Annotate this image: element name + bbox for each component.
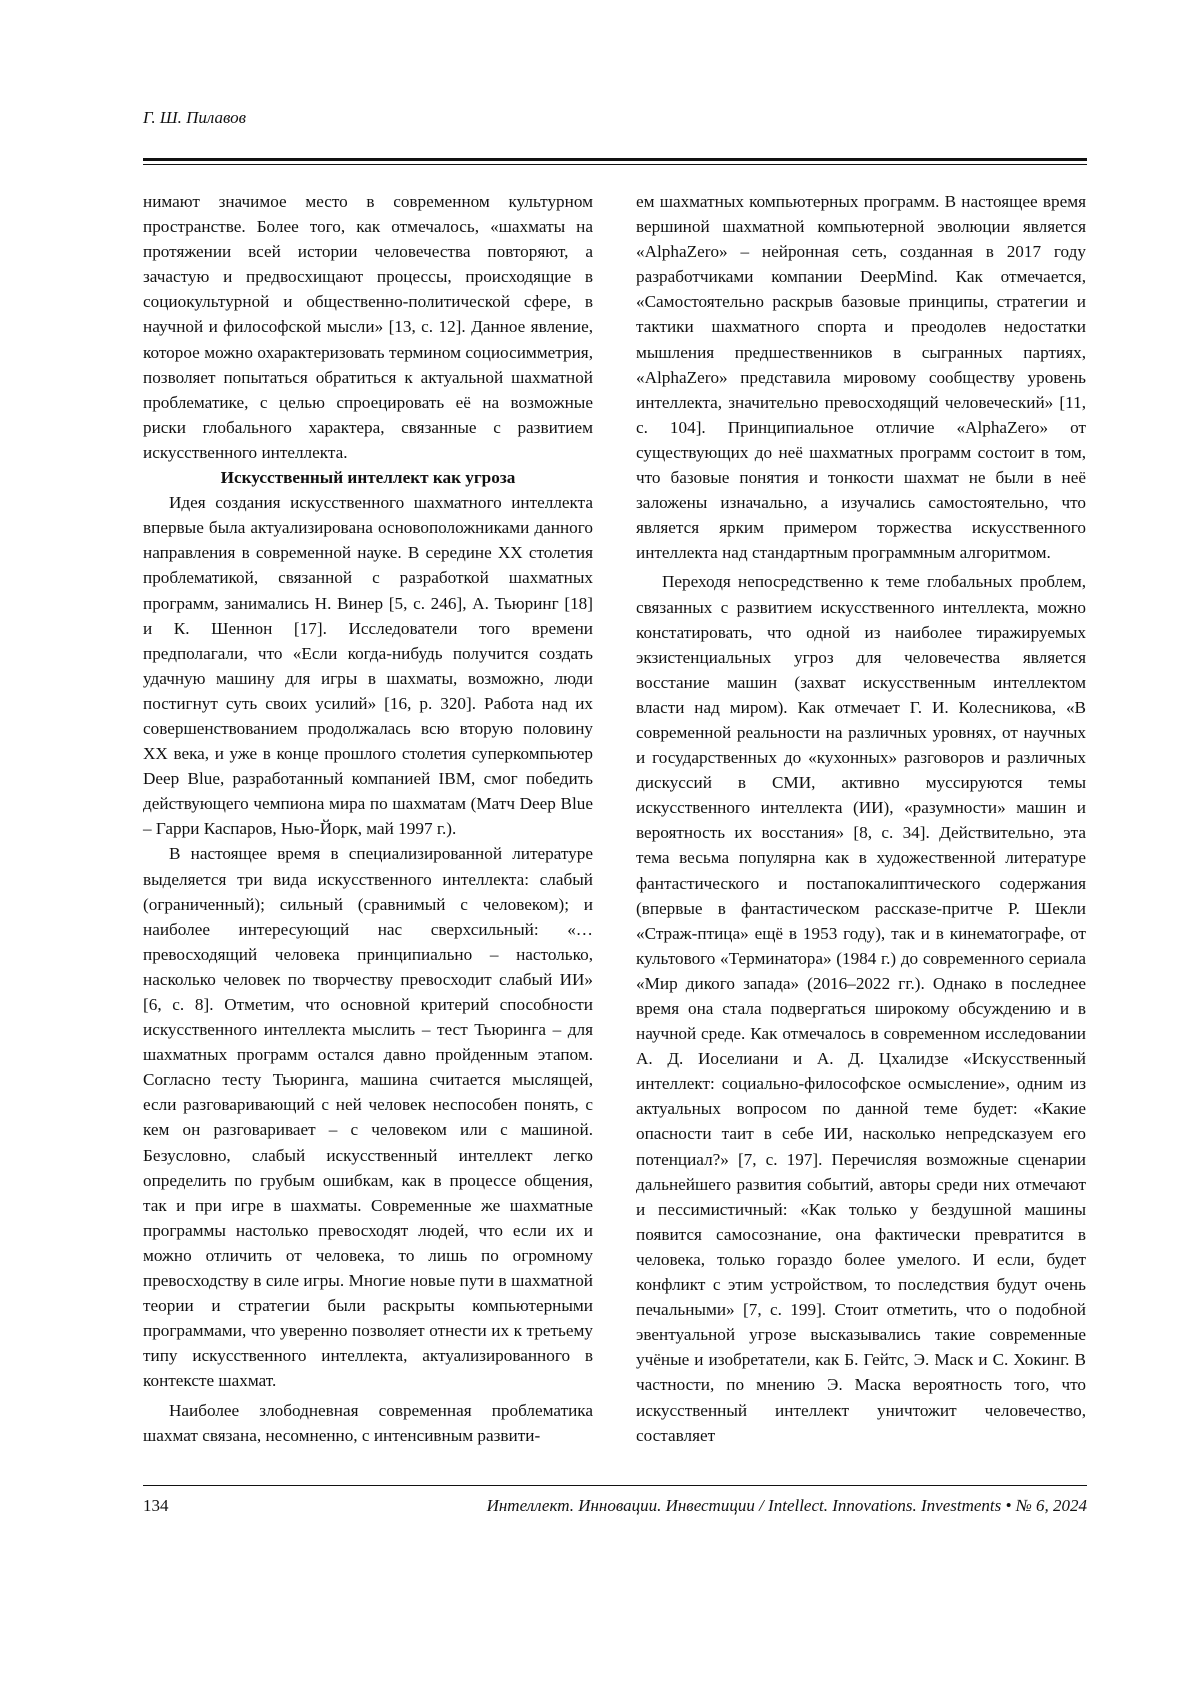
header-rule-thick [143,158,1087,161]
right-paragraph-2: Переходя непосредственно к теме глобальных проблем, связанных с развитием искусственного интеллекта, можно констатировать, что одной из наиболее тиражируемых экзистенциальных угроз для человечества является восстание машин (захват искусственным интеллектом власти над миром). Как отмечает Г. И. Колесникова, «В современной реальности на различных уровнях, от научных и государственных до «кухонных» разговоров и различных дискуссий в СМИ, активно муссируются темы искусственного интеллекта (ИИ), «разумности» машин и вероятность их восстания» [8, с. 34]. Действительно, эта тема весьма популярна как в художественной литературе фантастического и постапокалиптического содержания (впервые в фантастическом рассказе-притче Р. Шекли «Страж-птица» ещё в 1953 году), так и в кинематографе, от культового «Терминатора» (1984 г.) до современного сериала «Мир дикого запада» (2016–2022 гг.). Однако в последнее время она стала подвергаться широкому обсуждению и в научной среде. Как отмечалось в современном исследовании А. Д. Иосeлиани и А. Д. Цхалидзе «Искусственный интеллект: социально-философское осмысление», одним из актуальных вопросом по данной теме будет: «Какие опасности таит в себе ИИ, насколько непредсказуем его потенциал?» [7, с. 197]. Перечисляя возможные сценарии дальнейшего развития событий, авторы среди них отмечают и пессимистичный: «Как только у бездушной машины появится самосознание, она фактически превратится в человека, только гораздо более умелого. И если, будет конфликт с этим устройством, то последствия будут очень печальными» [7, с. 199]. Стоит отметить, что о подобной эвентуальной угрозе высказывались такие современные учёные и изобретатели, как Б. Гейтс, Э. Маск и С. Хокинг. В частности, по мнению Э. Маска вероятность того, что искусственный интеллект уничтожит человечество, составляет [636,572,1086,1445]
right-column [636,189,1086,1448]
footer-rule [143,1485,1087,1486]
header-rule-thin [143,164,1087,165]
page-number: 134 [143,1496,169,1515]
running-head-author: Г. Ш. Пилавов [143,108,247,127]
journal-title: Интеллект. Инновации. Инвестиции / Intellect. Innovations. Investments • № 6, 2024 [486,1496,1087,1515]
left-paragraph-3: В настоящее время в специализированной литературе выделяется три вида искусственного интеллекта: слабый (ограниченный); сильный (сравнимый с человеком); и наиболее интересующий нас сверхсильный: «… превосходящий человека принципиально – настолько, насколько человек по творчеству превосходит слабый ИИ» [6, с. 8]. Отметим, что основной критерий способности искусственного интеллекта мыслить – тест Тьюринга – для шахматных программ остался давно пройденным этапом. Согласно тесту Тьюринга, машина считается мыслящей, если разговаривающий с ней человек неспособен понять, с кем он разговаривает – с человеком или с машиной. Безусловно, слабый искусственный интеллект легко определить по грубым ошибкам, как в процессе общения, так и при игре в шахматы. Современные же шахматные программы настолько превосходят людей, что если их и можно отличить от человека, то лишь по огромному превосходству в силе игры. Многие новые пути в шахматной теории и стратегии были раскрыты компьютерными программами, что уверенно позволяет отнести их к третьему типу искусственного интеллекта, актуализированного в контексте шахмат. [143,844,593,1391]
right-paragraph-1: ем шахматных компьютерных программ. В настоящее время вершиной шахматной компьютерной эволюции является «AlphaZero» – нейронная сеть, созданная в 2017 году разработчиками компании DeepMind. Как отмечается, «Самостоятельно раскрыв базовые принципы, стратегии и тактики шахматного спорта и преодолев недостатки мышления предшественников в сыгранных партиях, «AlphaZero» представила мировому сообществу уровень интеллекта, значительно превосходящий человеческий» [11, с. 104]. Принципиальное отличие «AlphaZero» от существующих до неё шахматных программ состоит в том, что базовые понятия и тонкости шахмат не были в неё заложены изначально, а изучались самостоятельно, что является ярким примером торжества искусственного интеллекта над стандартным программным алгоритмом. [636,192,1086,563]
left-paragraph-2: Идея создания искусственного шахматного интеллекта впервые была актуализирована основоположниками данного направления в современной науке. В середине XX столетия проблематикой, связанной с разработкой шахматных программ, занимались Н. Винер [5, с. 246], А. Тьюринг [18] и К. Шеннон [17]. Исследователи того времени предполагали, что «Если когда-нибудь получится создать удачную машину для игры в шахматы, возможно, люди постигнут суть своих усилий» [16, p. 320]. Работа над их совершенствованием продолжалась всю вторую половину XX века, и уже в конце прошлого столетия суперкомпьютер Deep Blue, разработанный компанией IBM, смог победить действующего чемпиона мира по шахматам (Матч Deep Blue – Гарри Каспаров, Нью-Йорк, май 1997 г.). [143,493,593,839]
left-paragraph-4: Наиболее злободневная современная проблематика шахмат связана, несомненно, с интенсивным развити- [143,1400,593,1445]
left-column [143,189,593,1448]
left-paragraph-1: нимают значимое место в современном культурном пространстве. Более того, как отмечалось, «шахматы на протяжении всей истории человечества повторяют, а зачастую и предвосхищают процессы, происходящие в социокультурной и общественно-политической сфере, в научной и философской мысли» [13, с. 12]. Данное явление, которое можно охарактеризовать термином социосимметрия, позволяет попытаться обратиться к актуальной шахматной проблематике, с целью спроецировать её на возможные риски глобального характера, связанные с развитием искусственного интеллекта. [143,192,593,462]
section-heading: Искусственный интеллект как угроза [220,468,516,488]
